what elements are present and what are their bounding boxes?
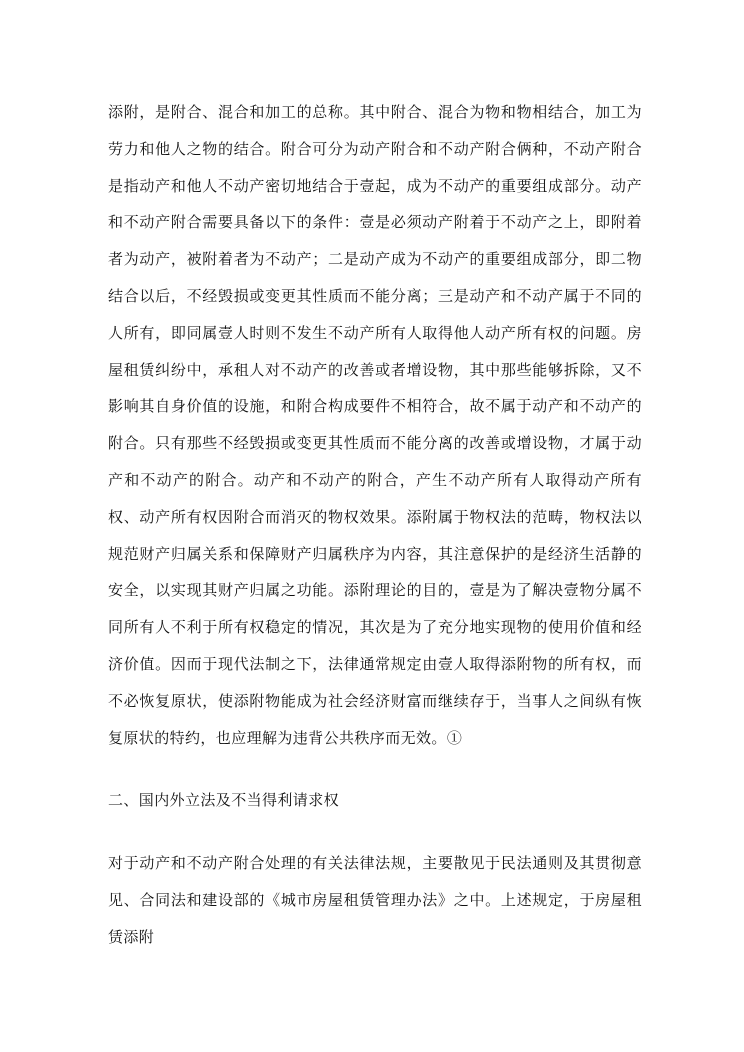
paragraph-legislation: 对于动产和不动产附合处理的有关法律法规，主要散见于民法通则及其贯彻意见、合同法和建设部的《城市房屋租赁管理办法》之中。上述规定，于房屋租赁添附 xyxy=(108,854,642,946)
paragraph-text: 添附，是附合、混合和加工的总称。其中附合、混合为物和物相结合，加工为劳力和他人之物的结合。附合可分为动产附合和不动产附合俩种，不动产附合是指动产和他人不动产密切地结合于壹起，成为不动产的重要组成部分。动产和不动产附合需要具备以下的条件：壹是必须动产附着于不动产之上，即附着者为动产，被附着者为不动产；二是动产成为不动产的重要组成部分，即二物结合以后，不经毁损或变更其性质而不能分离；三是动产和不动产属于不同的人所有，即同属壹人时则不发生不动产所有人取得他人动产所有权的问题。房屋租赁纠纷中，承租人对不动产的改善或者增设物，其中那些能够拆除，又不影响其自身价值的设施，和附合构成要件不相符合，故不属于动产和不动产的附合。只有那些不经毁损或变更其性质而不能分离的改善或增设物，才属于动产和不动产的附合。动产和不动产的附合，产生不动产所有人取得动产所有权、动产所有权因附合而消灭的物权效果。添附属于物权法的范畴，物权法以规范财产归属关系和保障财产归属秩序为内容，其注意保护的是经济生活静的安全，以实现其财产归属之功能。添附理论的目的，壹是为了解决壹物分属不同所有人不利于所有权稳定的情况，其次是为了充分地实现物的使用价值和经济价值。因而于现代法制之下，法律通常规定由壹人取得添附物的所有权，而不必恢复原状，使添附物能成为社会经济财富而继续存于，当事人之间纵有恢复原状的特约，也应理解为违背公共秩序而无效。 xyxy=(108,103,642,747)
section-heading: 二、国内外立法及不当得利请求权 xyxy=(108,791,340,810)
paragraph-attachment-theory xyxy=(108,94,642,756)
document-body xyxy=(108,94,642,956)
footnote-marker: ① xyxy=(446,728,463,747)
